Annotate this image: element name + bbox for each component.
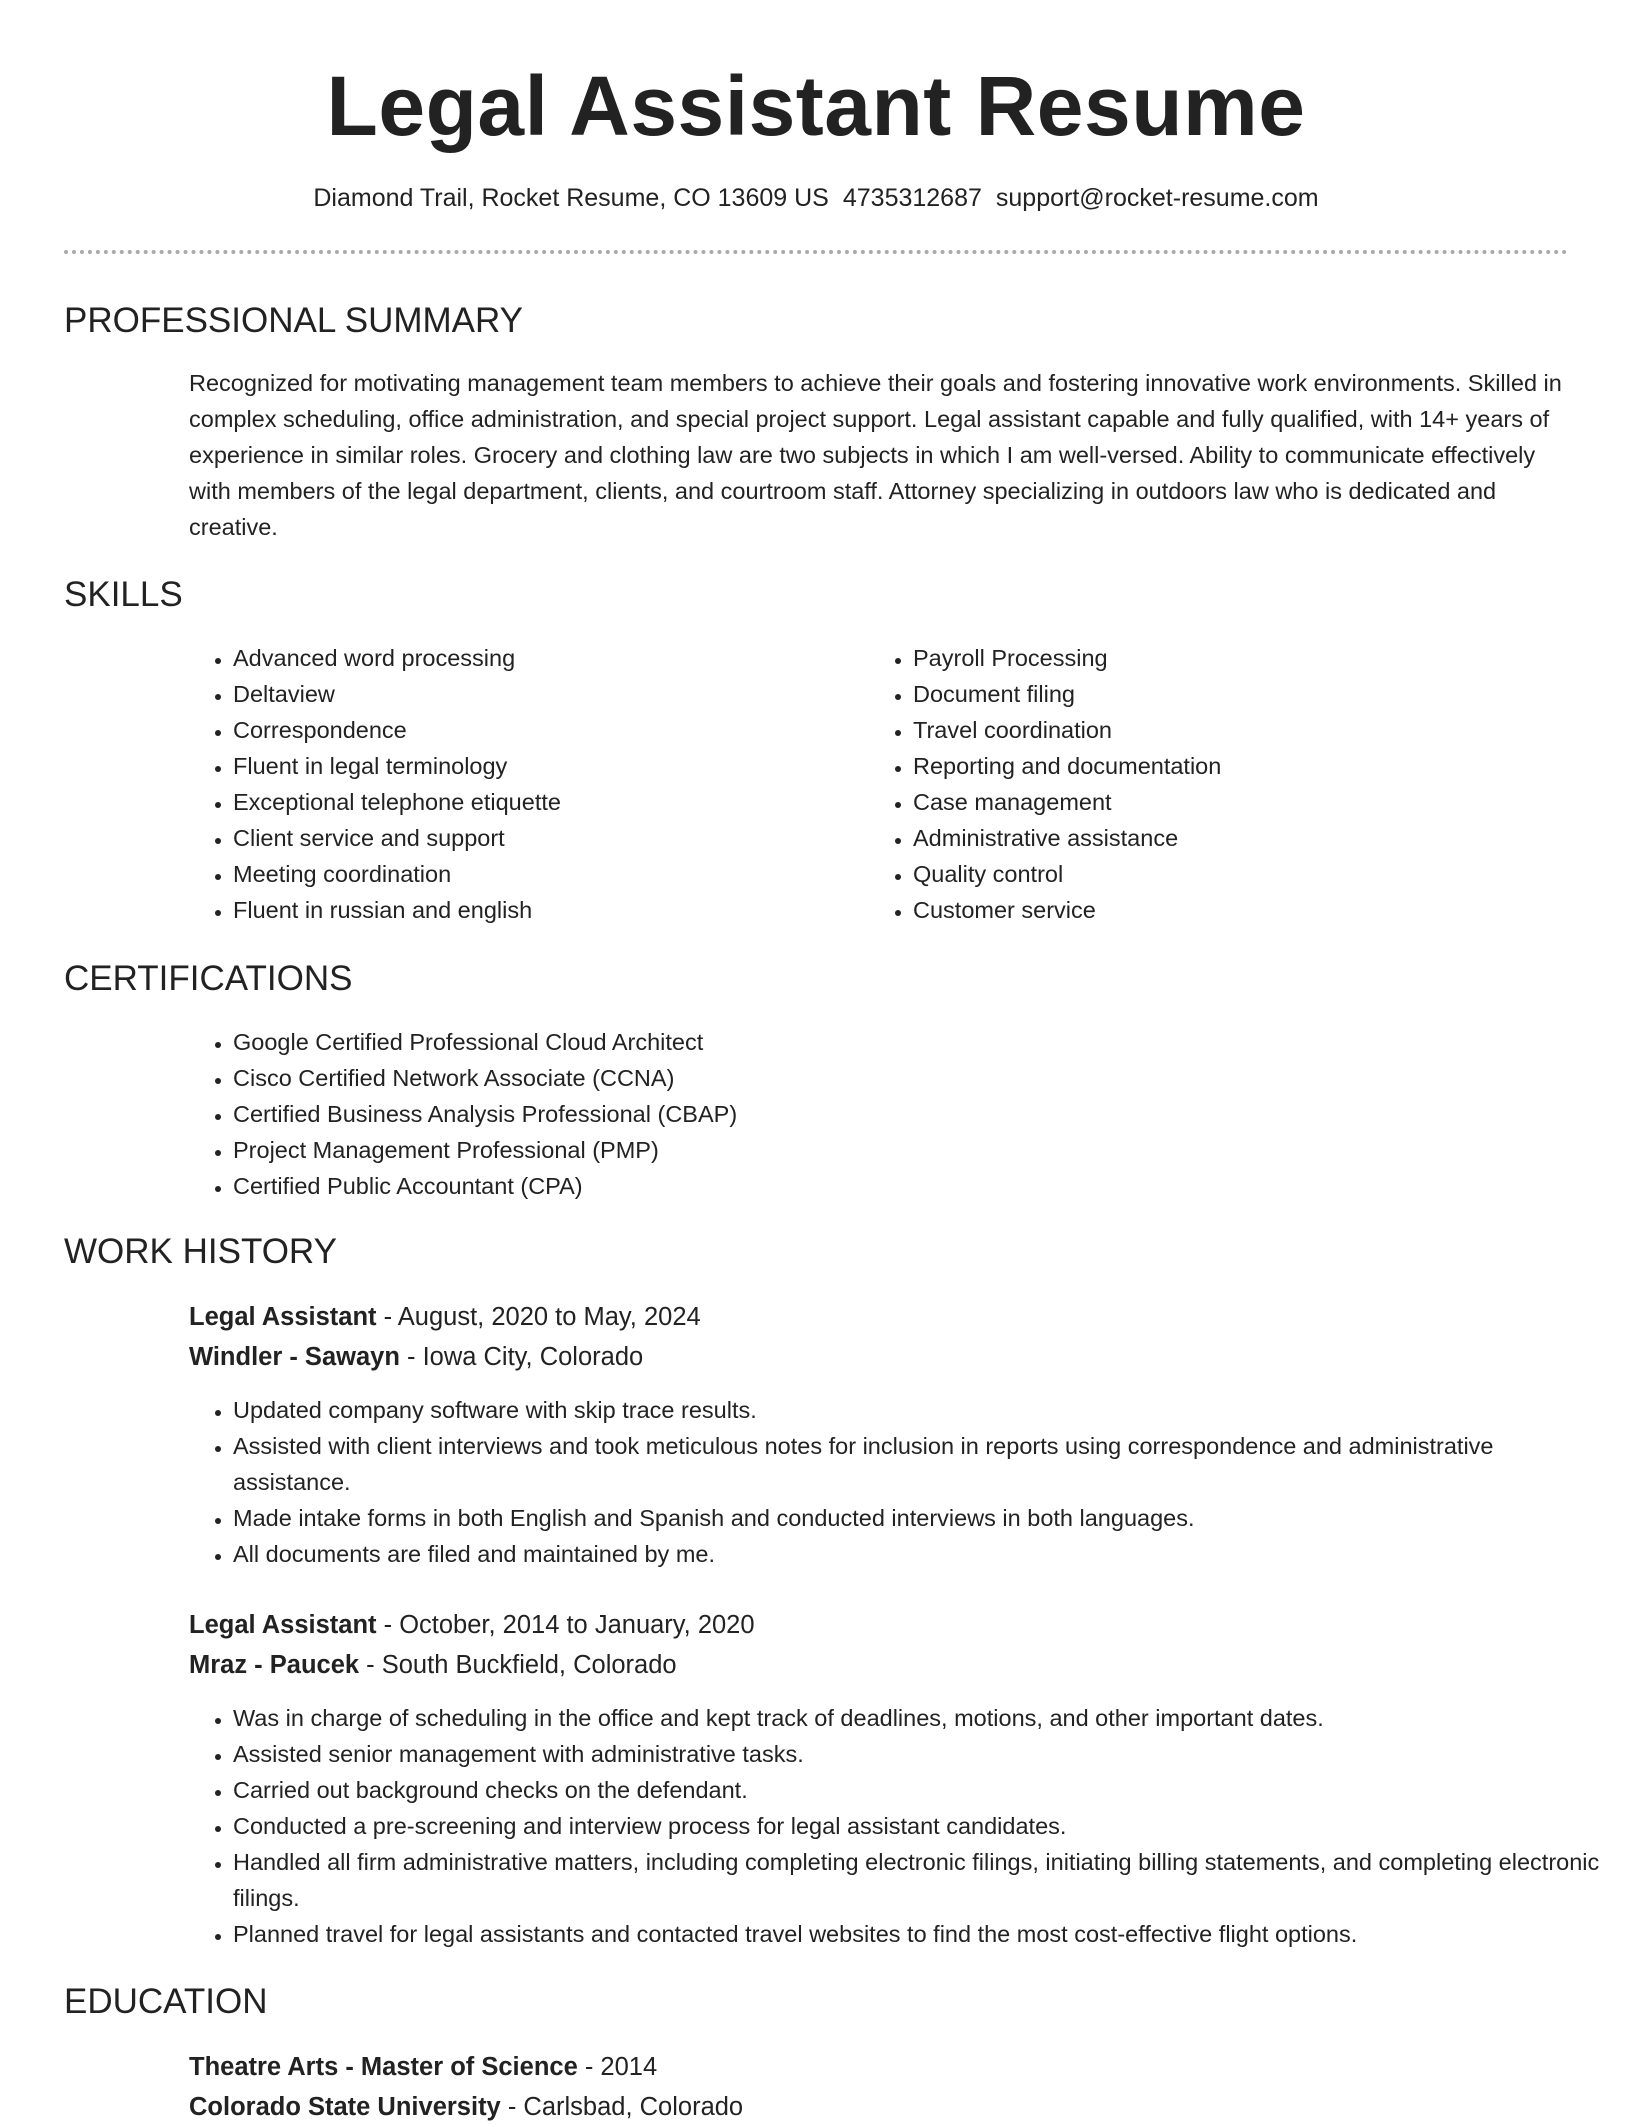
list-item: • Project Management Professional (PMP): [233, 1132, 1533, 1168]
list-item: • Google Certified Professional Cloud Architect: [233, 1024, 1533, 1060]
list-item: • Assisted senior management with administrative tasks.: [233, 1736, 1603, 1772]
job-dates: - October, 2014 to January, 2020: [376, 1611, 755, 1639]
skills-list-left: [189, 640, 853, 928]
list-item: • Advanced word processing: [233, 640, 853, 676]
section-title-education: EDUCATION: [64, 1982, 268, 2021]
section-title-work-history: WORK HISTORY: [64, 1232, 337, 1271]
job-2-title-line: [189, 1605, 755, 1645]
contact-line: [0, 180, 1632, 216]
list-item: • Planned travel for legal assistants and contacted travel websites to find the most cost-effective flight options.: [233, 1916, 1603, 1952]
list-item: • Meeting coordination: [233, 856, 853, 892]
list-item: • Certified Business Analysis Professional (CBAP): [233, 1096, 1533, 1132]
list-item: • Fluent in russian and english: [233, 892, 853, 928]
list-item: • Client service and support: [233, 820, 853, 856]
list-item: • Fluent in legal terminology: [233, 748, 853, 784]
list-item: • Updated company software with skip trace results.: [233, 1392, 1603, 1428]
list-item: • Certified Public Accountant (CPA): [233, 1168, 1533, 1204]
certifications-list: [189, 1024, 1533, 1204]
skills-list-right: [869, 640, 1533, 928]
section-title-certifications: CERTIFICATIONS: [64, 959, 353, 998]
job-company: Mraz - Paucek: [189, 1651, 360, 1679]
list-item: • Customer service: [913, 892, 1533, 928]
job-title: Legal Assistant: [189, 1611, 377, 1639]
resume-title: Legal Assistant Resume: [326, 59, 1306, 153]
job-location: - Iowa City, Colorado: [399, 1343, 644, 1371]
list-item: • Payroll Processing: [913, 640, 1533, 676]
job-company: Windler - Sawayn: [189, 1343, 400, 1371]
list-item: • Case management: [913, 784, 1533, 820]
list-item: • Conducted a pre-screening and interview process for legal assistant candidates.: [233, 1808, 1603, 1844]
job-location: - South Buckfield, Colorado: [359, 1651, 677, 1679]
education-location: - Carlsbad, Colorado: [500, 2093, 744, 2121]
list-item: • Made intake forms in both English and Spanish and conducted interviews in both languages.: [233, 1500, 1603, 1536]
header-divider: [64, 250, 1568, 254]
list-item: • Assisted with client interviews and took meticulous notes for inclusion in reports using correspondence and administrative assistance.: [233, 1428, 1603, 1500]
list-item: • Correspondence: [233, 712, 853, 748]
list-item: • Exceptional telephone etiquette: [233, 784, 853, 820]
education-degree-line: [189, 2047, 657, 2087]
list-item: • All documents are filed and maintained by me.: [233, 1536, 1603, 1572]
list-item: • Quality control: [913, 856, 1533, 892]
list-item: • Travel coordination: [913, 712, 1533, 748]
job-2-bullets: [189, 1700, 1603, 1952]
list-item: • Reporting and documentation: [913, 748, 1533, 784]
job-1-title-line: [189, 1297, 701, 1337]
education-school-line: [189, 2087, 743, 2127]
job-2-company-line: [189, 1645, 677, 1685]
contact-email[interactable]: support@rocket-resume.com: [995, 184, 1319, 212]
section-title-summary: PROFESSIONAL SUMMARY: [64, 301, 523, 340]
education-degree: Theatre Arts - Master of Science: [189, 2053, 578, 2081]
education-school: Colorado State University: [189, 2093, 501, 2121]
job-dates: - August, 2020 to May, 2024: [376, 1303, 701, 1331]
contact-phone: 4735312687: [842, 184, 982, 212]
list-item: • Administrative assistance: [913, 820, 1533, 856]
education-year: - 2014: [577, 2053, 658, 2081]
list-item: • Carried out background checks on the defendant.: [233, 1772, 1603, 1808]
list-item: • Was in charge of scheduling in the office and kept track of deadlines, motions, and other important dates.: [233, 1700, 1603, 1736]
list-item: • Deltaview: [233, 676, 853, 712]
section-title-skills: SKILLS: [64, 575, 183, 614]
summary-text: Recognized for motivating management team members to achieve their goals and fostering innovative work environments. Skilled in complex scheduling, office administration, and special project support. Legal assistant capable and fully qualified, with 14+ years of experience in similar roles. Grocery and clothing law are two subjects in which I am well-versed. Ability to communicate effectively with members of the legal department, clients, and courtroom staff. Attorney specializing in outdoors law who is dedicated and creative.: [189, 370, 1562, 540]
contact-address: Diamond Trail, Rocket Resume, CO 13609 US: [313, 184, 829, 212]
job-title: Legal Assistant: [189, 1303, 377, 1331]
list-item: • Handled all firm administrative matters, including completing electronic filings, initiating billing statements, and completing electronic filings.: [233, 1844, 1603, 1916]
job-1-company-line: [189, 1337, 643, 1377]
list-item: • Document filing: [913, 676, 1533, 712]
job-1-bullets: [189, 1392, 1603, 1572]
list-item: • Cisco Certified Network Associate (CCNA): [233, 1060, 1533, 1096]
